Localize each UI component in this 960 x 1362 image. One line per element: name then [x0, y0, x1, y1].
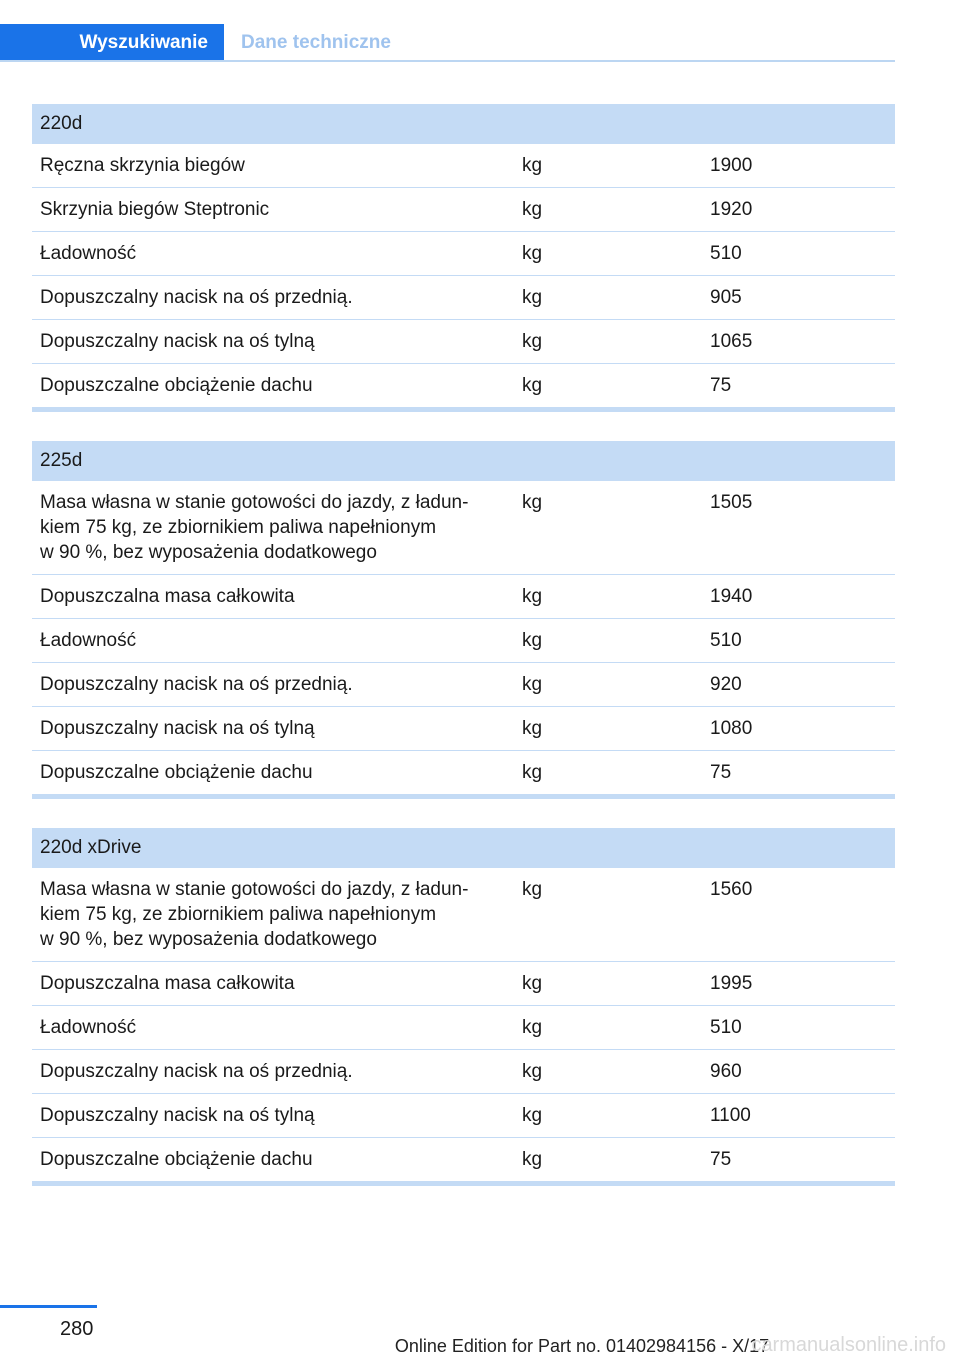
row-unit: kg — [514, 1050, 702, 1094]
row-unit: kg — [514, 1094, 702, 1138]
row-value: 1920 — [702, 188, 895, 232]
row-value: 75 — [702, 1138, 895, 1184]
table-row — [32, 232, 895, 276]
table-title: 220d xDrive — [32, 828, 895, 868]
table-row — [32, 619, 895, 663]
row-unit: kg — [514, 188, 702, 232]
row-value: 510 — [702, 619, 895, 663]
row-unit: kg — [514, 1006, 702, 1050]
row-value: 920 — [702, 663, 895, 707]
row-label: Dopuszczalne obciążenie dachu — [32, 364, 514, 410]
spec-table — [32, 828, 895, 1186]
row-value: 75 — [702, 751, 895, 797]
tab-technical-data[interactable]: Dane techniczne — [241, 32, 391, 53]
tab-search[interactable]: Wyszukiwanie — [0, 24, 224, 62]
row-unit: kg — [514, 1138, 702, 1184]
row-label: Dopuszczalny nacisk na oś tylną — [32, 707, 514, 751]
table-row — [32, 707, 895, 751]
table-row — [32, 364, 895, 410]
table-row — [32, 188, 895, 232]
table-row — [32, 663, 895, 707]
table-row — [32, 1138, 895, 1184]
row-unit: kg — [514, 707, 702, 751]
row-label: Masa własna w stanie gotowości do jazdy, z ładun- kiem 75 kg, ze zbiornikiem paliwa napełnionym w 90 %, bez wyposażenia dodatkowego — [32, 868, 514, 962]
row-label: Dopuszczalna masa całkowita — [32, 575, 514, 619]
row-value: 960 — [702, 1050, 895, 1094]
row-label: Dopuszczalny nacisk na oś tylną — [32, 320, 514, 364]
row-value: 1100 — [702, 1094, 895, 1138]
row-unit: kg — [514, 868, 702, 962]
row-label: Dopuszczalne obciążenie dachu — [32, 1138, 514, 1184]
row-label: Dopuszczalny nacisk na oś przednią. — [32, 276, 514, 320]
row-label: Ręczna skrzynia biegów — [32, 144, 514, 188]
row-value: 1900 — [702, 144, 895, 188]
table-row — [32, 320, 895, 364]
row-unit: kg — [514, 575, 702, 619]
spec-table — [32, 441, 895, 799]
row-label: Dopuszczalny nacisk na oś przednią. — [32, 1050, 514, 1094]
row-label: Dopuszczalna masa całkowita — [32, 962, 514, 1006]
edition-note: Online Edition for Part no. 01402984156 - X/17 — [394, 1336, 770, 1356]
table-row — [32, 481, 895, 575]
row-value: 1560 — [702, 868, 895, 962]
table-row — [32, 144, 895, 188]
row-unit: kg — [514, 320, 702, 364]
row-value: 1940 — [702, 575, 895, 619]
table-row — [32, 751, 895, 797]
row-label: Dopuszczalny nacisk na oś przednią. — [32, 663, 514, 707]
row-unit: kg — [514, 276, 702, 320]
nav-underline — [0, 60, 895, 62]
row-label: Ładowność — [32, 1006, 514, 1050]
row-label: Ładowność — [32, 619, 514, 663]
watermark: carmanualsonline.info — [751, 1334, 946, 1356]
row-value: 1080 — [702, 707, 895, 751]
row-value: 510 — [702, 1006, 895, 1050]
spec-tables — [32, 104, 895, 1215]
top-navigation — [0, 24, 895, 62]
table-row — [32, 868, 895, 962]
row-label: Dopuszczalny nacisk na oś tylną — [32, 1094, 514, 1138]
row-value: 905 — [702, 276, 895, 320]
table-row — [32, 1050, 895, 1094]
row-value: 510 — [702, 232, 895, 276]
table-title: 220d — [32, 104, 895, 144]
row-label: Dopuszczalne obciążenie dachu — [32, 751, 514, 797]
row-value: 1995 — [702, 962, 895, 1006]
spec-table — [32, 104, 895, 412]
table-title: 225d — [32, 441, 895, 481]
table-row — [32, 575, 895, 619]
row-value: 1505 — [702, 481, 895, 575]
row-value: 1065 — [702, 320, 895, 364]
row-unit: kg — [514, 144, 702, 188]
row-label: Ładowność — [32, 232, 514, 276]
row-label: Masa własna w stanie gotowości do jazdy, z ładun- kiem 75 kg, ze zbiornikiem paliwa napełnionym w 90 %, bez wyposażenia dodatkowego — [32, 481, 514, 575]
table-row — [32, 962, 895, 1006]
row-unit: kg — [514, 619, 702, 663]
row-unit: kg — [514, 663, 702, 707]
row-unit: kg — [514, 481, 702, 575]
row-value: 75 — [702, 364, 895, 410]
table-row — [32, 1094, 895, 1138]
table-row — [32, 1006, 895, 1050]
row-unit: kg — [514, 364, 702, 410]
footer-accent-line — [0, 1305, 97, 1308]
page-number: 280 — [60, 1318, 94, 1340]
row-label: Skrzynia biegów Steptronic — [32, 188, 514, 232]
row-unit: kg — [514, 751, 702, 797]
row-unit: kg — [514, 962, 702, 1006]
table-row — [32, 276, 895, 320]
row-unit: kg — [514, 232, 702, 276]
